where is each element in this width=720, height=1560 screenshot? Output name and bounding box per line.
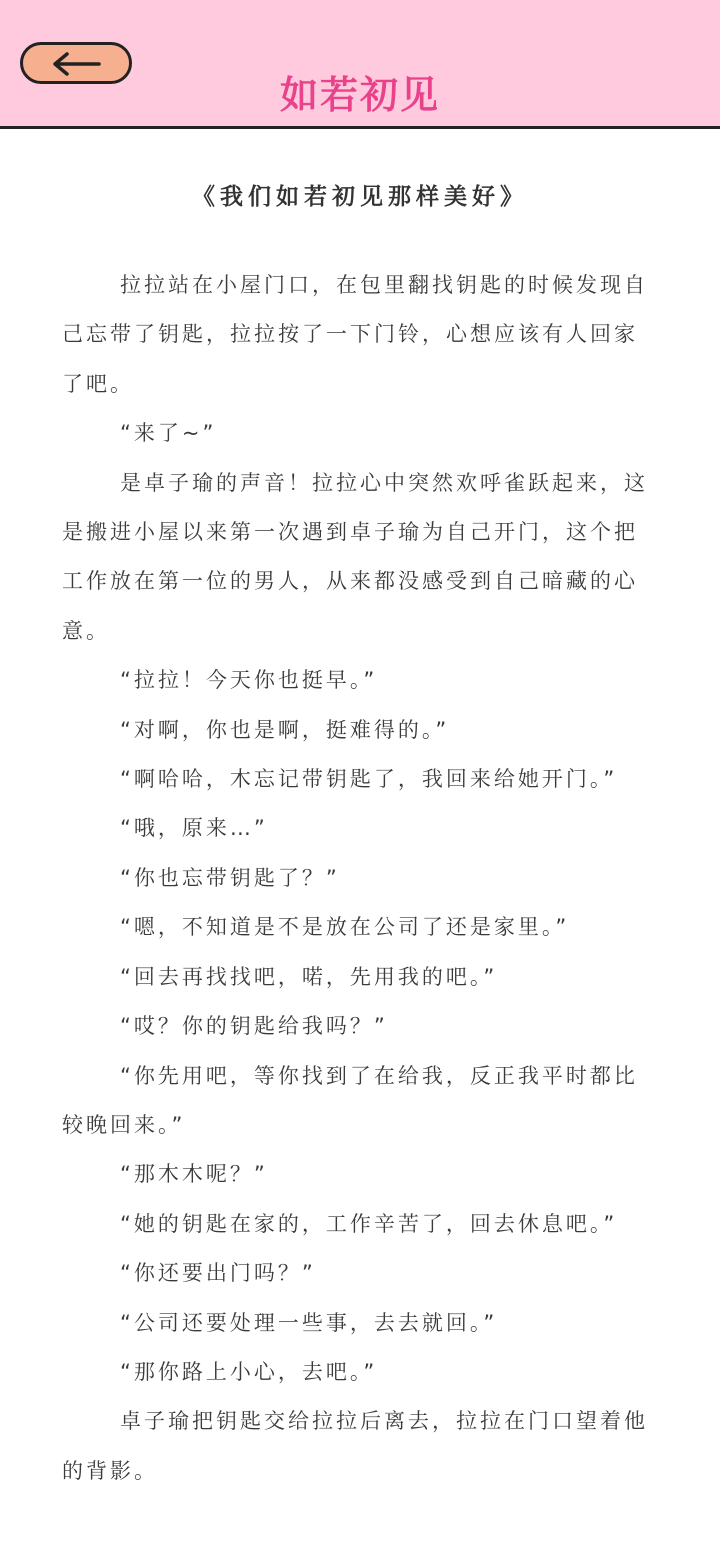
- paragraph: “她的钥匙在家的，工作辛苦了，回去休息吧。”: [120, 1211, 618, 1236]
- paragraph: “来了~”: [120, 421, 217, 446]
- paragraph: “对啊，你也是啊，挺难得的。”: [120, 717, 450, 742]
- story-text: [62, 261, 660, 1496]
- paragraph: “公司还要处理一些事，去去就回。”: [120, 1310, 498, 1335]
- page-title: 如若初见: [279, 73, 440, 117]
- paragraph: “你先用吧，等你找到了在给我，反正我平时都比较晚回来。”: [62, 1063, 638, 1137]
- paragraph: “那木木呢？”: [120, 1162, 268, 1187]
- paragraph: 卓子瑜把钥匙交给拉拉后离去，拉拉在门口望着他的背影。: [62, 1409, 648, 1483]
- paragraph: 拉拉站在小屋门口，在包里翻找钥匙的时候发现自己忘带了钥匙，拉拉按了一下门铃，心想应该有人回家了吧。: [62, 273, 648, 396]
- chapter-title: 《我们如若初见那样美好》: [192, 184, 528, 210]
- paragraph: “回去再找找吧，喏，先用我的吧。”: [120, 964, 498, 989]
- paragraph: 是卓子瑜的声音！拉拉心中突然欢呼雀跃起来，这是搬进小屋以来第一次遇到卓子瑜为自己开门，这个把工作放在第一位的男人，从来都没感受到自己暗藏的心意。: [62, 470, 648, 643]
- paragraph: “你还要出门吗？”: [120, 1261, 316, 1286]
- paragraph: “嗯，不知道是不是放在公司了还是家里。”: [120, 915, 570, 940]
- paragraph: “哎？你的钥匙给我吗？”: [120, 1014, 388, 1039]
- paragraph: “那你路上小心，去吧。”: [120, 1359, 378, 1384]
- paragraph: “拉拉！今天你也挺早。”: [120, 668, 378, 693]
- paragraph: “哦，原来…”: [120, 816, 268, 841]
- paragraph: “啊哈哈，木忘记带钥匙了，我回来给她开门。”: [120, 767, 618, 792]
- paragraph: “你也忘带钥匙了？”: [120, 865, 340, 890]
- top-bar: [0, 0, 720, 129]
